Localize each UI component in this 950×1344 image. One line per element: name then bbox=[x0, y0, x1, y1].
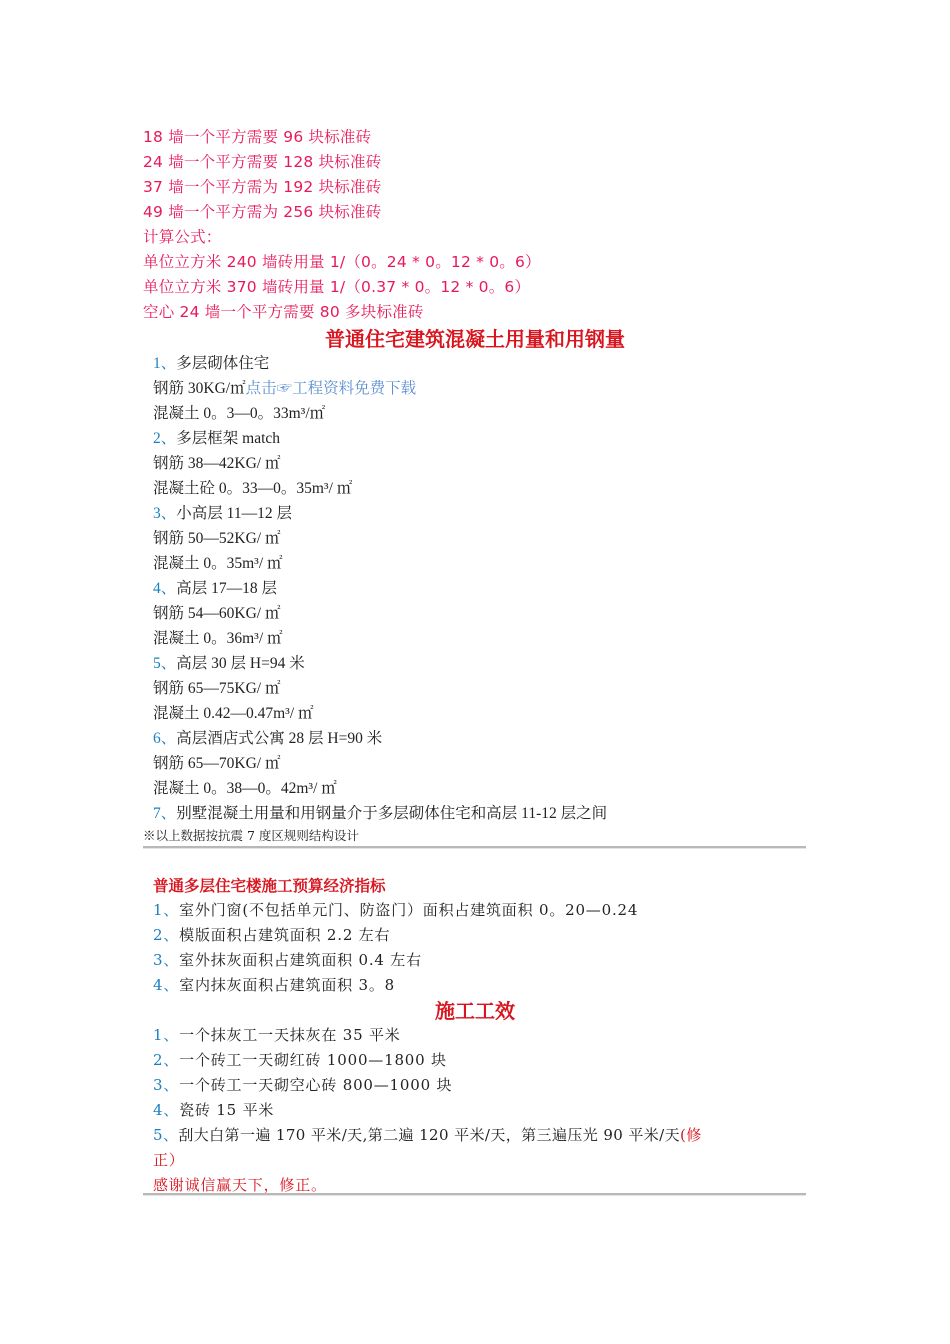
item-text: 多层框架 match bbox=[176, 430, 281, 447]
concrete-item bbox=[153, 751, 280, 773]
concrete-item bbox=[153, 726, 382, 748]
item-text: 混凝土 0。36m³/ ㎡ bbox=[153, 630, 283, 647]
concrete-item bbox=[153, 651, 305, 673]
item-number: 1、 bbox=[153, 355, 177, 372]
item-text: 混凝土 0。35m³/ ㎡ bbox=[153, 555, 283, 572]
item-number: 2、 bbox=[153, 430, 177, 447]
item-text: 混凝土 0。3—0。33m³/㎡ bbox=[153, 405, 326, 422]
item-number: 5、 bbox=[153, 655, 177, 672]
item-number: 4、 bbox=[153, 1101, 180, 1119]
item-text: 混凝土砼 0。33—0。35m³/ ㎡ bbox=[153, 480, 353, 497]
formula-370: 单位立方米 370 墙砖用量 1/（0.37 * 0。12 * 0。6） bbox=[143, 278, 531, 296]
section-divider bbox=[143, 846, 806, 849]
budget-item bbox=[153, 949, 422, 970]
concrete-item bbox=[153, 401, 325, 423]
budget-item bbox=[153, 924, 390, 945]
formula-240: 单位立方米 240 墙砖用量 1/（0。24 * 0。12 * 0。6） bbox=[143, 253, 541, 271]
budget-section-title: 普通多层住宅楼施工预算经济指标 bbox=[153, 876, 386, 895]
item-text: 一个砖工一天砌空心砖 800—1000 块 bbox=[179, 1076, 453, 1094]
item-text: 高层 30 层 H=94 米 bbox=[176, 655, 305, 672]
efficiency-item bbox=[153, 1074, 452, 1095]
concrete-item bbox=[153, 526, 280, 548]
concrete-item bbox=[153, 801, 607, 823]
item-text: 别墅混凝土用量和用钢量介于多层砌体住宅和高层 11-12 层之间 bbox=[176, 805, 608, 822]
item-text: 刮大白第一遍 170 平米/天,第二遍 120 平米/天，第三遍压光 90 平米/天 bbox=[178, 1126, 681, 1144]
concrete-item bbox=[153, 626, 283, 648]
item-number: 4、 bbox=[153, 976, 180, 994]
concrete-item bbox=[153, 776, 337, 798]
item-text: 钢筋 65—70KG/ ㎡ bbox=[153, 755, 281, 772]
concrete-item bbox=[153, 576, 277, 598]
hollow-brick-line: 空心 24 墙一个平方需要 80 多块标准砖 bbox=[143, 303, 424, 321]
brick-line-1: 18 墙一个平方需要 96 块标准砖 bbox=[143, 128, 372, 146]
item-text: 小高层 11—12 层 bbox=[176, 505, 292, 522]
item-number: 7、 bbox=[153, 805, 177, 822]
budget-item bbox=[153, 974, 395, 995]
item-number: 2、 bbox=[153, 1051, 180, 1069]
item-text: 高层 17—18 层 bbox=[176, 580, 278, 597]
download-link[interactable]: 点击☞工程资料免费下载 bbox=[245, 380, 417, 397]
section-divider bbox=[143, 1193, 806, 1196]
formula-label: 计算公式： bbox=[143, 228, 222, 246]
concrete-item bbox=[153, 551, 283, 573]
budget-item bbox=[153, 899, 638, 920]
item-text: 混凝土 0.42—0.47m³/ ㎡ bbox=[153, 705, 314, 722]
concrete-item bbox=[153, 476, 352, 498]
item-text: 瓷砖 15 平米 bbox=[179, 1101, 275, 1119]
item-text: 钢筋 38—42KG/ ㎡ bbox=[153, 455, 281, 472]
efficiency-item bbox=[153, 1099, 274, 1120]
item-number: 6、 bbox=[153, 730, 177, 747]
brick-line-4: 49 墙一个平方需为 256 块标准砖 bbox=[143, 203, 382, 221]
item-text: 钢筋 65—75KG/ ㎡ bbox=[153, 680, 281, 697]
correction-mark-continued: 正） bbox=[153, 1151, 185, 1169]
item-number: 4、 bbox=[153, 580, 177, 597]
concrete-item bbox=[153, 676, 280, 698]
item-number: 5、 bbox=[153, 1126, 179, 1144]
thanks-line: 感谢诚信赢天下，修正。 bbox=[153, 1176, 327, 1194]
efficiency-item bbox=[153, 1024, 401, 1045]
concrete-item bbox=[153, 426, 280, 448]
item-text: 多层砌体住宅 bbox=[176, 355, 270, 372]
correction-mark: (修 bbox=[680, 1126, 702, 1144]
efficiency-item bbox=[153, 1049, 447, 1070]
item-text: 钢筋 50—52KG/ ㎡ bbox=[153, 530, 281, 547]
concrete-item bbox=[153, 376, 416, 398]
item-text: 室外门窗(不包括单元门、防盗门）面积占建筑面积 0。20—0.24 bbox=[179, 901, 639, 919]
concrete-item bbox=[153, 351, 269, 373]
seismic-note: ※以上数据按抗震 7 度区规则结构设计 bbox=[143, 828, 359, 843]
item-text: 模版面积占建筑面积 2.2 左右 bbox=[179, 926, 391, 944]
item-text: 室内抹灰面积占建筑面积 3。8 bbox=[179, 976, 396, 994]
item-number: 1、 bbox=[153, 901, 180, 919]
concrete-item bbox=[153, 701, 314, 723]
efficiency-item bbox=[153, 1124, 702, 1145]
item-number: 2、 bbox=[153, 926, 180, 944]
concrete-section-title: 普通住宅建筑混凝土用量和用钢量 bbox=[325, 327, 625, 351]
item-text: 混凝土 0。38—0。42m³/ ㎡ bbox=[153, 780, 337, 797]
item-number: 3、 bbox=[153, 505, 177, 522]
concrete-item bbox=[153, 501, 292, 523]
concrete-item bbox=[153, 601, 280, 623]
item-text: 钢筋 54—60KG/ ㎡ bbox=[153, 605, 281, 622]
brick-line-2: 24 墙一个平方需要 128 块标准砖 bbox=[143, 153, 382, 171]
efficiency-section-title: 施工工效 bbox=[435, 999, 515, 1023]
item-text: 一个抹灰工一天抹灰在 35 平米 bbox=[179, 1026, 401, 1044]
item-number: 3、 bbox=[153, 1076, 180, 1094]
item-text: 一个砖工一天砌红砖 1000—1800 块 bbox=[179, 1051, 447, 1069]
item-number: 1、 bbox=[153, 1026, 180, 1044]
concrete-item bbox=[153, 451, 280, 473]
brick-line-3: 37 墙一个平方需为 192 块标准砖 bbox=[143, 178, 382, 196]
item-number: 3、 bbox=[153, 951, 180, 969]
item-text: 高层酒店式公寓 28 层 H=90 米 bbox=[176, 730, 383, 747]
item-text: 钢筋 30KG/㎡ bbox=[153, 380, 246, 397]
item-text: 室外抹灰面积占建筑面积 0.4 左右 bbox=[179, 951, 422, 969]
